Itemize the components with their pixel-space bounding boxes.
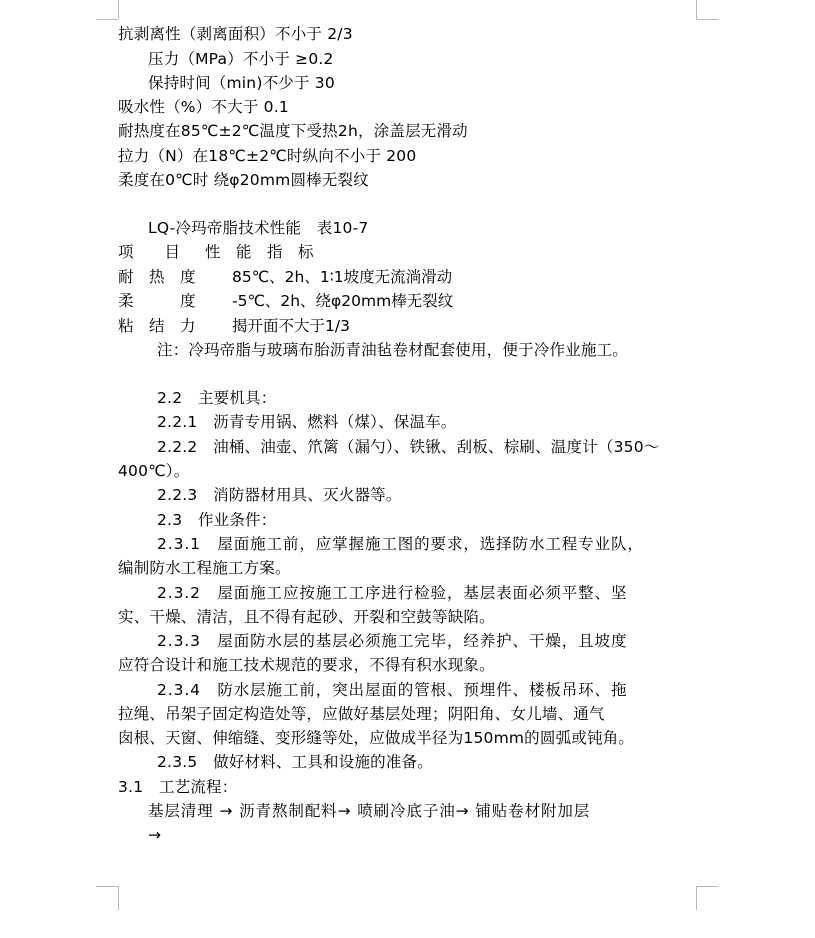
table-caption: LQ-冷玛帝脂技术性能 表10-7	[148, 219, 369, 237]
spec-peel-off: 抗剥离性（剥离面积）不小于 2/3	[118, 25, 353, 43]
table-row-label: 耐 热 度	[118, 268, 196, 286]
crop-mark-bottom-left-v	[118, 886, 119, 910]
spec-flexibility: 柔度在0℃时 绕φ20mm圆棒无裂纹	[118, 171, 369, 189]
crop-mark-top-right-v	[696, 0, 697, 19]
process-flow-arrow: →	[148, 826, 162, 844]
table-row-value: -5℃、2h、绕φ20mm棒无裂纹	[232, 292, 454, 310]
crop-mark-top-left-v	[118, 0, 119, 19]
table-row-value: 85℃、2h、1∶1坡度无流淌滑动	[232, 268, 453, 286]
crop-mark-bottom-left-h	[96, 886, 118, 887]
crop-mark-top-left-h	[96, 19, 118, 20]
crop-mark-bottom-right-v	[696, 886, 697, 910]
process-flow-line: 基层清理 → 沥青熬制配料→ 喷刷冷底子油→ 铺贴卷材附加层	[148, 802, 591, 820]
paragraph-line: 2.3.1 屋面施工前，应掌握施工图的要求，选择防水工程专业队，	[157, 535, 644, 553]
paragraph-line: 编制防水工程施工方案。	[118, 559, 291, 577]
spec-tension: 拉力（N）在18℃±2℃时纵向不小于 200	[118, 147, 417, 165]
table-row-label: 柔 度	[118, 292, 196, 310]
paragraph-line: 2.2.2 油桶、油壶、笊篱（漏勺）、铁锹、刮板、棕刷、温度计（350～	[157, 438, 660, 456]
spec-heat-resistance: 耐热度在85℃±2℃温度下受热2h，涂盖层无滑动	[118, 122, 468, 140]
table-row-label: 粘 结 力	[118, 317, 196, 335]
paragraph-line: 2.3.2 屋面施工应按施工工序进行检验，基层表面必须平整、坚	[157, 584, 628, 602]
paragraph-line: 应符合设计和施工技术规范的要求，不得有积水现象。	[118, 656, 495, 674]
table-note: 注：冷玛帝脂与玻璃布胎沥青油毡卷材配套使用，便于冷作业施工。	[157, 341, 629, 359]
paragraph-line: 400℃）。	[118, 462, 190, 480]
paragraph-line: 拉绳、吊架子固定构造处等，应做好基层处理；阴阳角、女儿墙、通气	[118, 705, 605, 723]
spec-water-absorption: 吸水性（%）不大于 0.1	[118, 98, 289, 116]
section-heading: 2.3 作业条件：	[157, 511, 277, 529]
table-row-value: 揭开面不大于1/3	[232, 317, 350, 335]
spec-pressure: 压力（MPa）不小于 ≥0.2	[148, 50, 334, 68]
table-header-value: 性 能 指 标	[205, 243, 314, 261]
crop-mark-bottom-right-h	[696, 886, 718, 887]
paragraph-line: 2.2.3 消防器材用具、灭火器等。	[157, 486, 402, 504]
paragraph-line: 2.3.3 屋面防水层的基层必须施工完毕，经养护、干燥，且坡度	[157, 632, 628, 650]
crop-mark-top-right-h	[696, 19, 718, 20]
section-heading: 2.2 主要机具：	[157, 389, 277, 407]
paragraph-line: 2.3.4 防水层施工前，突出屋面的管根、预埋件、楼板吊环、拖	[157, 681, 628, 699]
paragraph-line: 囱根、天窗、伸缩缝、变形缝等处，应做成半径为150mm的圆弧或钝角。	[118, 729, 635, 747]
paragraph-line: 实、干燥、清洁，且不得有起砂、开裂和空鼓等缺陷。	[118, 608, 495, 626]
paragraph-line: 2.3.5 做好材料、工具和设施的准备。	[157, 753, 433, 771]
spec-hold-time: 保持时间（min)不少于 30	[148, 74, 335, 92]
table-header-label: 项 目	[118, 243, 181, 261]
section-heading: 3.1 工艺流程：	[118, 778, 238, 796]
paragraph-line: 2.2.1 沥青专用锅、燃料（煤）、保温车。	[157, 413, 457, 431]
